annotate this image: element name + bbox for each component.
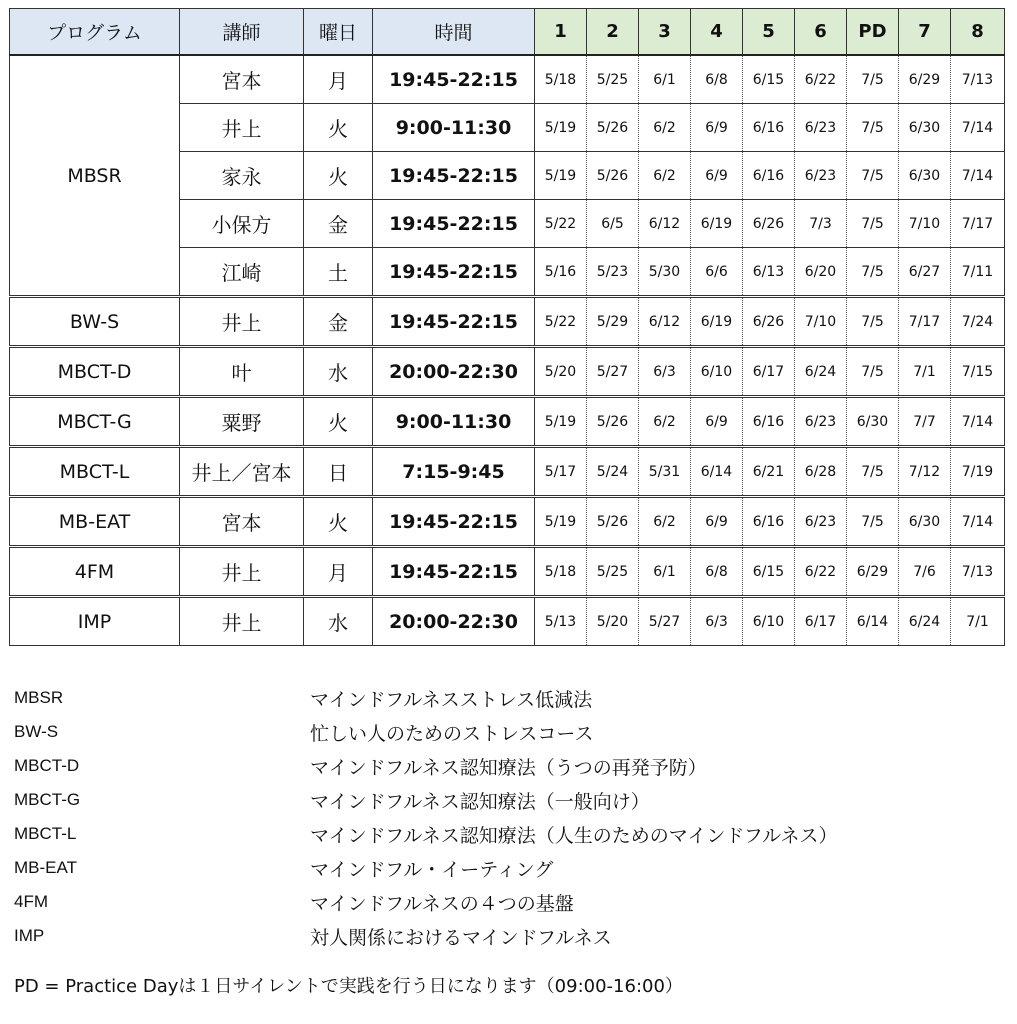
practice-day-date: 7/5 <box>847 497 899 547</box>
session-time: 19:45-22:15 <box>373 200 535 248</box>
session-time: 19:45-22:15 <box>373 297 535 347</box>
legend-list <box>14 682 1004 954</box>
schedule-body <box>10 55 1005 646</box>
session-date: 6/9 <box>691 497 743 547</box>
session-date: 5/20 <box>535 347 587 397</box>
session-date: 6/1 <box>639 547 691 597</box>
session-date: 7/15 <box>951 347 1005 397</box>
legend-item <box>14 784 1004 818</box>
header-practice-day: PD <box>847 9 899 56</box>
session-date: 6/16 <box>743 104 795 152</box>
session-date: 7/3 <box>795 200 847 248</box>
program-name: 4FM <box>10 547 180 597</box>
session-date: 6/27 <box>899 248 951 297</box>
session-date: 6/8 <box>691 547 743 597</box>
program-name: MBCT-D <box>10 347 180 397</box>
legend-description: マインドフルネス認知療法（一般向け） <box>310 791 650 813</box>
session-time: 7:15-9:45 <box>373 447 535 497</box>
header-session-3: 3 <box>639 9 691 56</box>
session-date: 6/23 <box>795 497 847 547</box>
teacher-name: 叶 <box>180 347 304 397</box>
session-date: 6/22 <box>795 55 847 104</box>
session-date: 6/10 <box>691 347 743 397</box>
weekday: 水 <box>304 347 373 397</box>
session-date: 7/12 <box>899 447 951 497</box>
session-time: 9:00-11:30 <box>373 104 535 152</box>
header-day: 曜日 <box>304 9 373 56</box>
schedule-row <box>10 347 1005 397</box>
schedule-table <box>9 8 1005 646</box>
legend-description: マインドフルネスの４つの基盤 <box>310 893 574 915</box>
legend-description: マインドフルネス認知療法（うつの再発予防） <box>310 757 707 779</box>
weekday: 火 <box>304 497 373 547</box>
legend-item <box>14 716 1004 750</box>
header-session-8: 8 <box>951 9 1005 56</box>
session-date: 5/27 <box>639 597 691 646</box>
session-date: 6/30 <box>899 104 951 152</box>
legend-abbreviation: BW-S <box>14 722 59 741</box>
session-date: 6/16 <box>743 152 795 200</box>
header-teacher: 講師 <box>180 9 304 56</box>
session-date: 7/17 <box>899 297 951 347</box>
header-row <box>10 9 1005 56</box>
program-name: MBCT-G <box>10 397 180 447</box>
session-date: 6/2 <box>639 104 691 152</box>
teacher-name: 井上 <box>180 597 304 646</box>
legend-item <box>14 852 1004 886</box>
session-date: 5/18 <box>535 55 587 104</box>
legend-abbreviation: MB-EAT <box>14 858 77 877</box>
session-date: 7/11 <box>951 248 1005 297</box>
schedule-row <box>10 55 1005 104</box>
session-date: 6/1 <box>639 55 691 104</box>
session-date: 6/30 <box>899 152 951 200</box>
session-date: 6/23 <box>795 152 847 200</box>
session-date: 5/23 <box>587 248 639 297</box>
legend-description: マインドフルネス認知療法（人生のためのマインドフルネス） <box>310 825 838 847</box>
schedule-row <box>10 397 1005 447</box>
session-date: 5/19 <box>535 104 587 152</box>
teacher-name: 宮本 <box>180 497 304 547</box>
session-date: 7/17 <box>951 200 1005 248</box>
session-date: 5/24 <box>587 447 639 497</box>
practice-day-date: 7/5 <box>847 447 899 497</box>
session-date: 6/20 <box>795 248 847 297</box>
legend-item <box>14 818 1004 852</box>
session-date: 6/3 <box>639 347 691 397</box>
session-date: 5/25 <box>587 547 639 597</box>
legend-item <box>14 682 1004 716</box>
session-date: 6/3 <box>691 597 743 646</box>
session-date: 6/28 <box>795 447 847 497</box>
program-name: MBSR <box>10 55 180 297</box>
session-date: 6/24 <box>795 347 847 397</box>
session-date: 7/14 <box>951 152 1005 200</box>
practice-day-date: 7/5 <box>847 152 899 200</box>
weekday: 火 <box>304 104 373 152</box>
practice-day-date: 7/5 <box>847 347 899 397</box>
session-date: 7/13 <box>951 547 1005 597</box>
session-time: 19:45-22:15 <box>373 497 535 547</box>
practice-day-footnote: PD = Practice Dayは１日サイレントで実践を行う日になります（09:00-16:00） <box>14 976 683 997</box>
schedule-row <box>10 547 1005 597</box>
session-date: 7/14 <box>951 497 1005 547</box>
teacher-name: 宮本 <box>180 55 304 104</box>
practice-day-date: 6/30 <box>847 397 899 447</box>
teacher-name: 小保方 <box>180 200 304 248</box>
session-date: 5/19 <box>535 397 587 447</box>
header-session-1: 1 <box>535 9 587 56</box>
teacher-name: 井上 <box>180 297 304 347</box>
header-program: プログラム <box>10 9 180 56</box>
teacher-name: 家永 <box>180 152 304 200</box>
schedule-row <box>10 297 1005 347</box>
weekday: 月 <box>304 55 373 104</box>
teacher-name: 井上 <box>180 104 304 152</box>
session-time: 20:00-22:30 <box>373 597 535 646</box>
session-date: 6/24 <box>899 597 951 646</box>
session-date: 5/29 <box>587 297 639 347</box>
session-date: 5/30 <box>639 248 691 297</box>
header-session-7: 7 <box>899 9 951 56</box>
session-date: 7/6 <box>899 547 951 597</box>
session-date: 5/27 <box>587 347 639 397</box>
weekday: 金 <box>304 297 373 347</box>
session-time: 20:00-22:30 <box>373 347 535 397</box>
header-session-5: 5 <box>743 9 795 56</box>
session-time: 19:45-22:15 <box>373 55 535 104</box>
practice-day-date: 7/5 <box>847 248 899 297</box>
practice-day-date: 7/5 <box>847 55 899 104</box>
session-date: 5/19 <box>535 152 587 200</box>
teacher-name: 江崎 <box>180 248 304 297</box>
session-date: 6/16 <box>743 397 795 447</box>
session-date: 5/25 <box>587 55 639 104</box>
practice-day-date: 7/5 <box>847 104 899 152</box>
practice-day-date: 6/29 <box>847 547 899 597</box>
session-date: 5/22 <box>535 200 587 248</box>
session-date: 5/26 <box>587 152 639 200</box>
legend-abbreviation: MBSR <box>14 688 64 707</box>
practice-day-date: 6/14 <box>847 597 899 646</box>
session-date: 6/13 <box>743 248 795 297</box>
legend-abbreviation: MBCT-D <box>14 756 80 775</box>
program-name: MBCT-L <box>10 447 180 497</box>
session-date: 7/7 <box>899 397 951 447</box>
session-date: 5/22 <box>535 297 587 347</box>
session-date: 6/16 <box>743 497 795 547</box>
session-date: 5/26 <box>587 104 639 152</box>
legend-item <box>14 886 1004 920</box>
session-date: 5/19 <box>535 497 587 547</box>
weekday: 日 <box>304 447 373 497</box>
session-date: 6/19 <box>691 200 743 248</box>
session-date: 6/21 <box>743 447 795 497</box>
session-date: 6/17 <box>743 347 795 397</box>
session-time: 19:45-22:15 <box>373 152 535 200</box>
weekday: 水 <box>304 597 373 646</box>
session-date: 5/26 <box>587 397 639 447</box>
schedule-row <box>10 497 1005 547</box>
session-date: 6/26 <box>743 200 795 248</box>
session-date: 5/13 <box>535 597 587 646</box>
session-date: 6/9 <box>691 152 743 200</box>
session-date: 6/2 <box>639 152 691 200</box>
legend-item <box>14 750 1004 784</box>
program-name: BW-S <box>10 297 180 347</box>
legend-item <box>14 920 1004 954</box>
session-date: 6/12 <box>639 200 691 248</box>
session-date: 6/30 <box>899 497 951 547</box>
practice-day-date: 7/5 <box>847 297 899 347</box>
session-date: 6/17 <box>795 597 847 646</box>
session-date: 6/2 <box>639 497 691 547</box>
session-date: 7/13 <box>951 55 1005 104</box>
session-date: 7/14 <box>951 104 1005 152</box>
session-date: 5/18 <box>535 547 587 597</box>
program-name: IMP <box>10 597 180 646</box>
session-date: 6/9 <box>691 397 743 447</box>
session-date: 6/9 <box>691 104 743 152</box>
session-time: 9:00-11:30 <box>373 397 535 447</box>
session-date: 6/5 <box>587 200 639 248</box>
session-date: 6/23 <box>795 397 847 447</box>
weekday: 土 <box>304 248 373 297</box>
session-date: 5/16 <box>535 248 587 297</box>
practice-day-date: 7/5 <box>847 200 899 248</box>
header-time: 時間 <box>373 9 535 56</box>
schedule-row <box>10 447 1005 497</box>
session-date: 7/14 <box>951 397 1005 447</box>
session-time: 19:45-22:15 <box>373 248 535 297</box>
weekday: 金 <box>304 200 373 248</box>
session-date: 7/24 <box>951 297 1005 347</box>
session-date: 6/19 <box>691 297 743 347</box>
legend-abbreviation: 4FM <box>14 892 48 911</box>
legend-abbreviation: MBCT-L <box>14 824 77 843</box>
weekday: 火 <box>304 152 373 200</box>
session-date: 6/29 <box>899 55 951 104</box>
session-time: 19:45-22:15 <box>373 547 535 597</box>
session-date: 7/10 <box>795 297 847 347</box>
session-date: 6/14 <box>691 447 743 497</box>
header-session-4: 4 <box>691 9 743 56</box>
session-date: 5/17 <box>535 447 587 497</box>
session-date: 6/15 <box>743 547 795 597</box>
legend-abbreviation: IMP <box>14 926 45 945</box>
legend-description: マインドフル・イーティング <box>310 859 554 881</box>
program-name: MB-EAT <box>10 497 180 547</box>
session-date: 6/26 <box>743 297 795 347</box>
weekday: 月 <box>304 547 373 597</box>
session-date: 6/12 <box>639 297 691 347</box>
schedule-row <box>10 597 1005 646</box>
legend-description: 対人関係におけるマインドフルネス <box>310 927 612 949</box>
teacher-name: 井上／宮本 <box>180 447 304 497</box>
header-session-2: 2 <box>587 9 639 56</box>
legend-abbreviation: MBCT-G <box>14 790 81 809</box>
session-date: 7/19 <box>951 447 1005 497</box>
session-date: 6/10 <box>743 597 795 646</box>
session-date: 5/20 <box>587 597 639 646</box>
session-date: 5/26 <box>587 497 639 547</box>
weekday: 火 <box>304 397 373 447</box>
teacher-name: 井上 <box>180 547 304 597</box>
legend-description: 忙しい人のためのストレスコース <box>310 723 594 745</box>
header-session-6: 6 <box>795 9 847 56</box>
session-date: 6/2 <box>639 397 691 447</box>
session-date: 6/15 <box>743 55 795 104</box>
teacher-name: 粟野 <box>180 397 304 447</box>
session-date: 6/22 <box>795 547 847 597</box>
legend-description: マインドフルネスストレス低減法 <box>310 689 593 711</box>
session-date: 6/23 <box>795 104 847 152</box>
session-date: 5/31 <box>639 447 691 497</box>
session-date: 7/1 <box>899 347 951 397</box>
session-date: 7/10 <box>899 200 951 248</box>
session-date: 6/6 <box>691 248 743 297</box>
session-date: 7/1 <box>951 597 1005 646</box>
session-date: 6/8 <box>691 55 743 104</box>
